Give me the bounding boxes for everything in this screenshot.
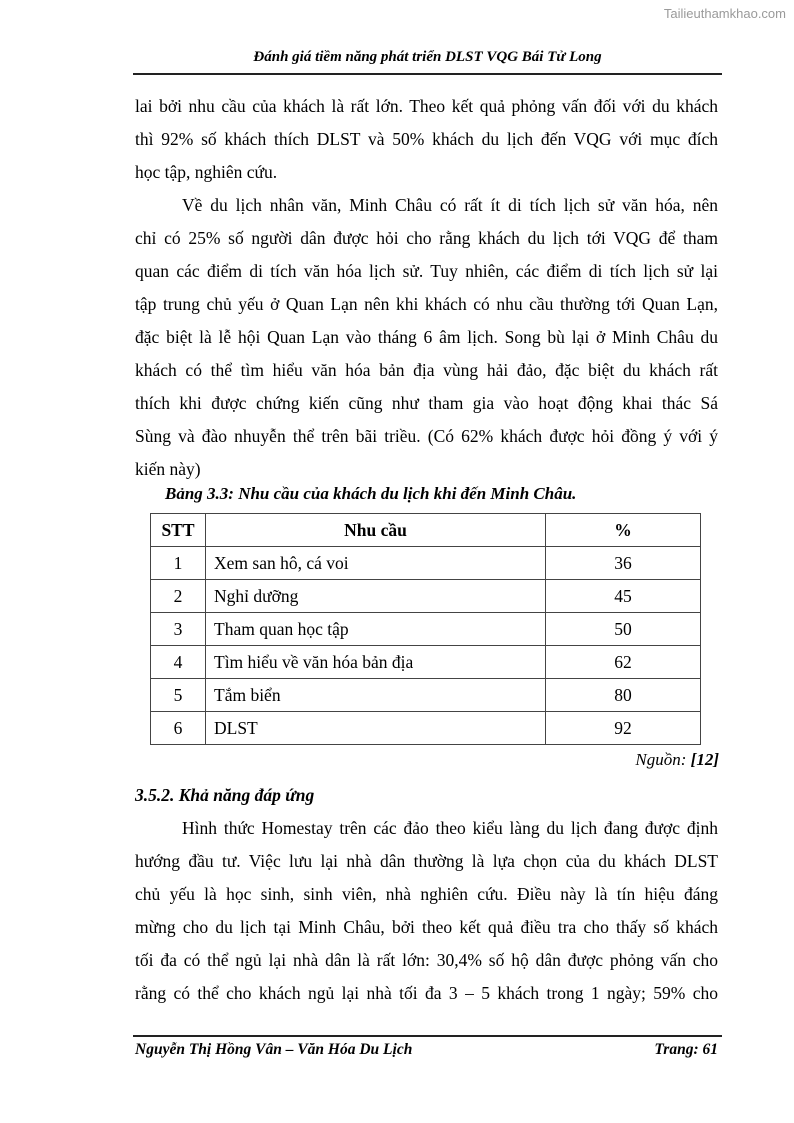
watermark: Tailieuthamkhao.com — [663, 6, 786, 21]
page-number: Trang: 61 — [654, 1041, 718, 1058]
cell-stt: 2 — [151, 580, 206, 613]
text-line: tập trung chủ yếu ở Quan Lạn nên khi khách có nhu cầu thường tới Quan Lạn, — [135, 294, 718, 314]
text-line: lai bởi nhu cầu của khách là rất lớn. Theo kết quả phỏng vấn đối với du khách — [135, 96, 718, 116]
text-line: Về du lịch nhân văn, Minh Châu có rất ít di tích lịch sử văn hóa, nên — [182, 195, 718, 215]
cell-percent: 36 — [546, 547, 701, 580]
header-need: Nhu cầu — [206, 514, 546, 547]
cell-need: Xem san hô, cá voi — [206, 547, 546, 580]
text-line: thì 92% số khách thích DLST và 50% khách du lịch đến VQG với mục đích — [135, 129, 718, 149]
cell-need: Tắm biển — [206, 679, 546, 712]
table-row — [151, 679, 701, 712]
text-line: mừng cho du lịch tại Minh Châu, bởi theo kết quả điều tra cho thấy số khách — [135, 917, 718, 937]
text-line: rằng có thể cho khách ngủ lại nhà tối đa 3 – 5 khách trong 1 ngày; 59% cho — [135, 983, 718, 1003]
table-row — [151, 613, 701, 646]
header-stt: STT — [151, 514, 206, 547]
cell-need: Tìm hiểu về văn hóa bản địa — [206, 646, 546, 679]
footer-rule — [133, 1035, 722, 1037]
cell-stt: 1 — [151, 547, 206, 580]
table-row — [151, 580, 701, 613]
cell-percent: 62 — [546, 646, 701, 679]
cell-percent: 80 — [546, 679, 701, 712]
table-source — [635, 750, 719, 770]
text-line: đặc biệt là lễ hội Quan Lạn vào tháng 6 âm lịch. Song bù lại ở Minh Châu du — [135, 327, 718, 347]
cell-percent: 92 — [546, 712, 701, 745]
cell-need: DLST — [206, 712, 546, 745]
cell-need: Nghỉ dưỡng — [206, 580, 546, 613]
text-line: kiến này) — [135, 459, 201, 479]
cell-stt: 5 — [151, 679, 206, 712]
cell-stt: 4 — [151, 646, 206, 679]
text-line: Sùng và đào nhuyễn thể trên bãi triều. (Có 62% khách được hỏi đồng ý với ý — [135, 426, 718, 446]
cell-stt: 3 — [151, 613, 206, 646]
cell-percent: 50 — [546, 613, 701, 646]
text-line: Hình thức Homestay trên các đảo theo kiểu làng du lịch đang được định — [182, 818, 718, 838]
header-percent: % — [546, 514, 701, 547]
text-line: quan các điểm di tích văn hóa lịch sử. Tuy nhiên, các điểm di tích lịch sử lại — [135, 261, 718, 281]
text-line: học tập, nghiên cứu. — [135, 162, 278, 182]
text-line: hướng đầu tư. Việc lưu lại nhà dân thường là lựa chọn của du khách DLST — [135, 851, 718, 871]
section-heading: 3.5.2. Khả năng đáp ứng — [135, 785, 315, 805]
source-label: Nguồn: — [635, 750, 691, 769]
table-header-row — [151, 514, 701, 547]
table-row — [151, 712, 701, 745]
text-line: chỉ có 25% số người dân được hỏi cho rằng khách du lịch tới VQG để tham — [135, 228, 718, 248]
table-caption: Bảng 3.3: Nhu cầu của khách du lịch khi đến Minh Châu. — [165, 484, 577, 503]
cell-stt: 6 — [151, 712, 206, 745]
table-row — [151, 646, 701, 679]
table-row — [151, 547, 701, 580]
text-line: thích khi được chứng kiến cũng như tham gia vào hoạt động khai thác Sá — [135, 393, 718, 413]
header-rule — [133, 73, 722, 75]
text-line: tối đa có thể ngủ lại nhà dân là rất lớn: 30,4% số hộ dân được phỏng vấn cho — [135, 950, 718, 970]
cell-percent: 45 — [546, 580, 701, 613]
source-ref: [12] — [690, 750, 719, 769]
text-line: chủ yếu là học sinh, sinh viên, nhà nghiên cứu. Điều này là tín hiệu đáng — [135, 884, 718, 904]
needs-table — [150, 513, 701, 745]
page-header: Đánh giá tiềm năng phát triển DLST VQG Bái Tử Long — [253, 49, 602, 65]
text-line: khách có thể tìm hiểu văn hóa bản địa vùng hải đảo, đặc biệt du khách rất — [135, 360, 718, 380]
cell-need: Tham quan học tập — [206, 613, 546, 646]
footer-author: Nguyễn Thị Hồng Vân – Văn Hóa Du Lịch — [135, 1041, 413, 1058]
